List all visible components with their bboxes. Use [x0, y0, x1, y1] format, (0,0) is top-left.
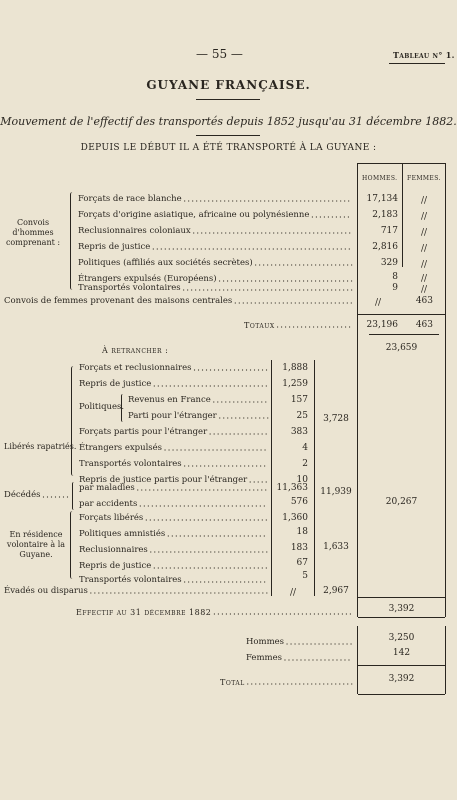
convois-hommes-label: Convois d'hommes comprenant :	[5, 218, 61, 247]
row-label: Repris de justice	[78, 242, 151, 252]
evades-label: Évadés ou disparus	[4, 586, 88, 596]
row-value: 18	[296, 527, 308, 537]
liberes-subtotal: 3,728	[323, 414, 349, 424]
row-value: 157	[290, 395, 308, 405]
row-label: Transportés volontaires	[79, 459, 182, 469]
value-hommes: //	[374, 298, 382, 308]
decedes-label: Décédés	[4, 490, 41, 500]
hommes-value: 3,250	[388, 633, 415, 643]
value-hommes: 2,816	[372, 242, 398, 252]
hommes-label: Hommes	[246, 637, 285, 647]
row-value: 10	[296, 475, 308, 485]
totals-rule	[358, 314, 445, 315]
title-rule	[196, 99, 260, 100]
retrancher-heading: À retrancher :	[102, 346, 169, 355]
tableau-underline	[389, 63, 445, 64]
col-hommes: HOMMES.	[362, 175, 398, 182]
totals-underline	[369, 334, 439, 335]
tableau-label: Tableau n° 1.	[393, 50, 455, 60]
brace	[70, 511, 75, 579]
row-value: 2	[302, 459, 308, 469]
effectif-value: 3,392	[388, 604, 415, 614]
row-label: par accidents	[79, 499, 138, 509]
totaux-combined: 23,659	[385, 343, 418, 353]
page-title: GUYANE FRANÇAISE.	[146, 78, 311, 92]
femmes-label: Femmes	[246, 653, 282, 663]
row-label: Étrangers expulsés	[79, 443, 163, 453]
row-value: 1,259	[282, 379, 308, 389]
col-femmes: FEMMES.	[407, 175, 441, 182]
row-label: Repris de justice partis pour l'étranger	[79, 475, 248, 485]
row-label: Transportés volontaires	[78, 283, 181, 293]
value-hommes: 8	[392, 272, 398, 282]
row-label: Forçats partis pour l'étranger	[79, 427, 208, 437]
value-femmes: //	[420, 274, 428, 284]
value-hommes: 2,183	[372, 210, 398, 220]
row-label: Reclusionnaires	[79, 545, 148, 555]
value-femmes: //	[420, 212, 428, 222]
row-value: 4	[302, 443, 308, 453]
value-femmes: 463	[415, 296, 433, 306]
inner-col-divider	[314, 360, 315, 596]
row-value: 11,363	[276, 483, 308, 493]
section-heading: DEPUIS LE DÉBUT IL A ÉTÉ TRANSPORTÉ À LA GUYANE :	[80, 143, 377, 153]
brace	[71, 366, 76, 476]
effectif-rule	[358, 597, 445, 598]
row-label: Étrangers expulsés (Européens)	[78, 274, 217, 284]
row-value: 383	[290, 427, 308, 437]
value-hommes: 9	[392, 283, 398, 293]
value-hommes: 17,134	[366, 194, 398, 204]
row-value: 67	[296, 558, 308, 568]
row-label: Revenus en France	[128, 395, 211, 405]
total-value: 3,392	[388, 674, 415, 684]
total-label: Total	[220, 678, 245, 687]
row-value: 183	[290, 543, 308, 553]
brace	[70, 192, 75, 290]
row-label: Forçats de race blanche	[78, 194, 182, 204]
totaux-label: Totaux	[244, 321, 275, 330]
row-label: Repris de justice	[79, 561, 152, 571]
value-femmes: //	[420, 196, 428, 206]
page-number: — 55 —	[196, 47, 243, 61]
effectif-label: Effectif au 31 décembre 1882	[76, 608, 212, 617]
liberes-label: Libérés rapatriés.	[4, 442, 77, 451]
residence-subtotal: 1,633	[323, 542, 349, 552]
row-value: 5	[302, 571, 308, 581]
subtitle-rule	[196, 135, 260, 136]
effectif-underline	[358, 617, 445, 618]
row-label: Repris de justice	[79, 379, 152, 389]
brace	[72, 482, 76, 510]
value-hommes: 329	[380, 258, 398, 268]
row-value: 25	[296, 411, 308, 421]
row-label: Transportés volontaires	[79, 575, 182, 585]
row-label: Forçats d'origine asiatique, africaine ou polynésienne	[78, 210, 310, 220]
value-femmes: //	[420, 285, 428, 295]
table-top-border	[357, 163, 446, 164]
brace	[121, 394, 125, 422]
totaux-femmes: 463	[415, 320, 433, 330]
row-label: Forçats et reclusionnaires	[79, 363, 192, 373]
convois-femmes-label: Convois de femmes provenant des maisons centrales	[4, 296, 233, 306]
summary-right-border	[445, 626, 446, 694]
value-femmes: //	[420, 228, 428, 238]
row-value: 576	[290, 497, 308, 507]
totaux-hommes: 23,196	[366, 320, 398, 330]
residence-label: En résidence volontaire à la Guyane.	[6, 530, 66, 559]
row-label: par maladies	[79, 483, 135, 493]
value-femmes: //	[420, 244, 428, 254]
retrancher-total: 20,267	[385, 497, 418, 507]
summary-rule	[358, 665, 445, 666]
row-label: Reclusionnaires coloniaux	[78, 226, 191, 236]
row-value: 1,888	[282, 363, 308, 373]
decedes-subtotal: 11,939	[320, 487, 352, 497]
value-hommes: 717	[380, 226, 398, 236]
row-label: Forçats libérés	[79, 513, 144, 523]
row-label: Politiques (affiliés aux sociétés secrètes)	[78, 258, 253, 268]
row-value: 1,360	[282, 513, 308, 523]
summary-bottom-border	[358, 694, 445, 695]
page-subtitle: Mouvement de l'effectif des transportés depuis 1852 jusqu'au 31 décembre 1882.	[0, 115, 457, 128]
row-label: Politiques amnistiés	[79, 529, 166, 539]
row-label: Parti pour l'étranger	[128, 411, 217, 421]
table-right-border	[445, 163, 446, 617]
femmes-value: 142	[392, 648, 411, 658]
evades-value: //	[289, 588, 297, 598]
evades-subtotal: 2,967	[323, 586, 349, 596]
politiques-label: Politiques.	[79, 402, 125, 412]
value-femmes: //	[420, 260, 428, 270]
